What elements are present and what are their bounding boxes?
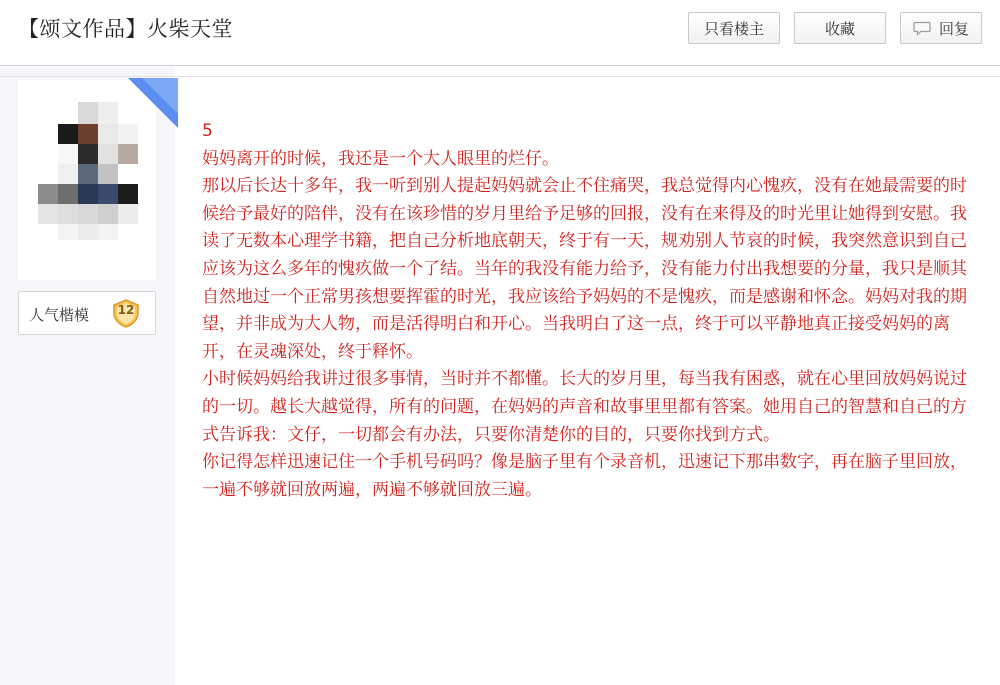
speech-bubble-icon xyxy=(913,21,931,35)
badge-level-number: 12 xyxy=(117,303,135,317)
only-op-button[interactable] xyxy=(688,12,780,44)
avatar-corner-ribbon xyxy=(128,78,178,128)
badge-label: 人气楷模 xyxy=(29,306,90,324)
post-paragraph: 妈妈离开的时候，我还是一个大人眼里的烂仔。 xyxy=(202,148,559,169)
post-paragraph: 小时候妈妈给我讲过很多事情，当时并不都懂。长大的岁月里，每当我有困惑，就在心里回放妈妈说过的一切。越长大越觉得，所有的问题，在妈妈的声音和故事里里都有答案。她用自己的智慧和自己的方式告诉我：文仔，一切都会有办法，只要你清楚你的目的，只要你找到方式。 xyxy=(202,369,967,445)
only-op-label: 只看楼主 xyxy=(703,19,764,38)
post-content xyxy=(202,118,974,504)
shield-badge-icon xyxy=(111,298,141,328)
divider xyxy=(0,76,1000,77)
post-paragraph: 5 xyxy=(202,121,213,141)
level-badge[interactable] xyxy=(18,291,156,335)
thread-header xyxy=(0,0,1000,66)
post-paragraph: 你记得怎样迅速记住一个手机号码吗？像是脑子里有个录音机，迅速记下那串数字，再在脑子里回放，一遍不够就回放两遍，两遍不够就回放三遍。 xyxy=(202,452,967,500)
favorite-label: 收藏 xyxy=(824,19,855,38)
favorite-button[interactable] xyxy=(794,12,886,44)
reply-label: 回复 xyxy=(938,19,969,38)
post-paragraph: 那以后长达十多年，我一听到别人提起妈妈就会止不住痛哭，我总觉得内心愧疚，没有在她最需要的时候给予最好的陪伴，没有在该珍惜的岁月里给予足够的回报，没有在来得及的时光里让她得到安慰。我读了无数本心理学书籍，把自己分析地底朝天，终于有一天，规劝别人节哀的时候，我突然意识到自己应该为这么多年的愧疚做一个了结。当年的我没有能力给予，没有能力付出我想要的分量，我只是顺其自然地过一个正常男孩想要挥霍的时光，我应该给予妈妈的不是愧疚，而是感谢和怀念。妈妈对我的期望，并非成为大人物，而是活得明白和开心。当我明白了这一点，终于可以平静地真正接受妈妈的离开，在灵魂深处，终于释怀。 xyxy=(202,176,967,362)
reply-button[interactable] xyxy=(900,12,982,44)
thread-title: 【颂文作品】火柴天堂 xyxy=(18,17,233,41)
